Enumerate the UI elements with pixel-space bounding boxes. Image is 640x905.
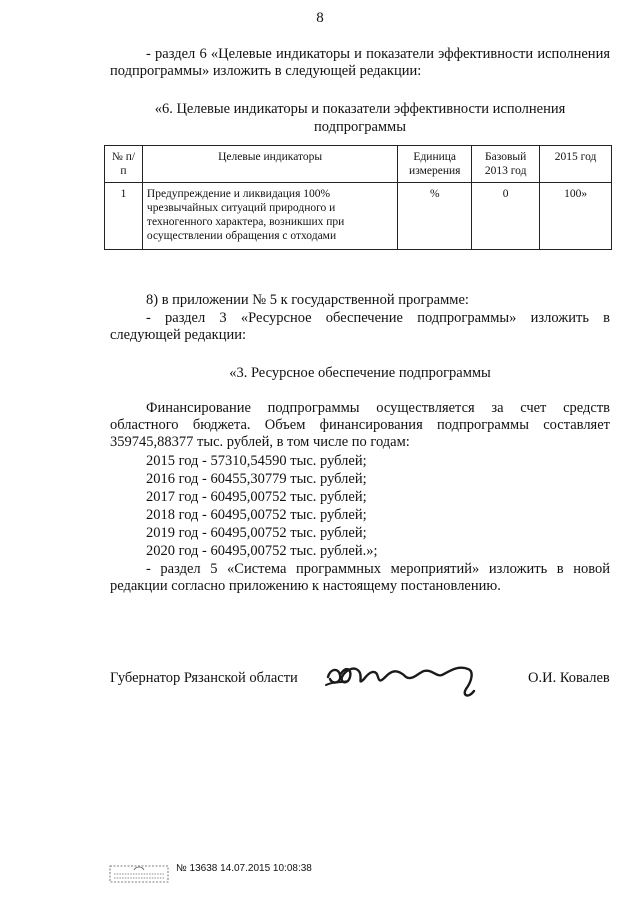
header-2015: 2015 год (540, 146, 612, 183)
handwritten-signature (322, 655, 492, 703)
cell-indicator: Предупреждение и ликвидация 100% чрезвычайных ситуаций природного и техногенного характера, возникших при осуществлении обращения с отходами (142, 183, 397, 250)
funding-year-2018: 2018 год - 60495,00752 тыс. рублей; (146, 507, 367, 523)
header-base-year: Базовый 2013 год (472, 146, 540, 183)
cell-number: 1 (105, 183, 143, 250)
page-number: 8 (316, 10, 324, 26)
cell-unit: % (398, 183, 472, 250)
header-unit: Единица измерения (398, 146, 472, 183)
signatory-name: О.И. Ковалев (528, 670, 610, 686)
cell-2015-value: 100» (540, 183, 612, 250)
section6-intro: - раздел 6 «Целевые индикаторы и показатели эффективности исполнения подпрограммы» изложить в следующей редакции: (110, 46, 610, 79)
item8-line: 8) в приложении № 5 к государственной программе: (146, 292, 469, 308)
header-indicator: Целевые индикаторы (142, 146, 397, 183)
funding-year-2016: 2016 год - 60455,30779 тыс. рублей; (146, 471, 367, 487)
section6-title-line1: «6. Целевые индикаторы и показатели эффективности исполнения (154, 101, 566, 117)
header-number: № п/п (105, 146, 143, 183)
section3-intro: - раздел 3 «Ресурсное обеспечение подпрограммы» изложить в следующей редакции: (110, 310, 610, 343)
registration-footer: № 13638 14.07.2015 10:08:38 (176, 863, 312, 874)
table-header-row (105, 146, 612, 183)
section5-text: - раздел 5 «Система программных мероприятий» изложить в новой редакции согласно приложению к настоящему постановлению. (110, 561, 610, 594)
indicators-table (104, 145, 612, 250)
funding-year-2019: 2019 год - 60495,00752 тыс. рублей; (146, 525, 367, 541)
funding-year-2020: 2020 год - 60495,00752 тыс. рублей.»; (146, 543, 378, 559)
section3-title: «3. Ресурсное обеспечение подпрограммы (229, 365, 491, 381)
cell-base-value: 0 (472, 183, 540, 250)
funding-year-2017: 2017 год - 60495,00752 тыс. рублей; (146, 489, 367, 505)
signatory-position: Губернатор Рязанской области (110, 670, 298, 686)
funding-year-2015: 2015 год - 57310,54590 тыс. рублей; (146, 453, 367, 469)
table-row (105, 183, 612, 250)
funding-paragraph: Финансирование подпрограммы осуществляется за счет средств областного бюджета. Объем финансирования подпрограммы составляет 359745,88377 тыс. рублей, в том числе по годам: (110, 400, 610, 450)
registration-stamp-icon (108, 862, 170, 886)
section6-title-line2: подпрограммы (314, 119, 406, 135)
